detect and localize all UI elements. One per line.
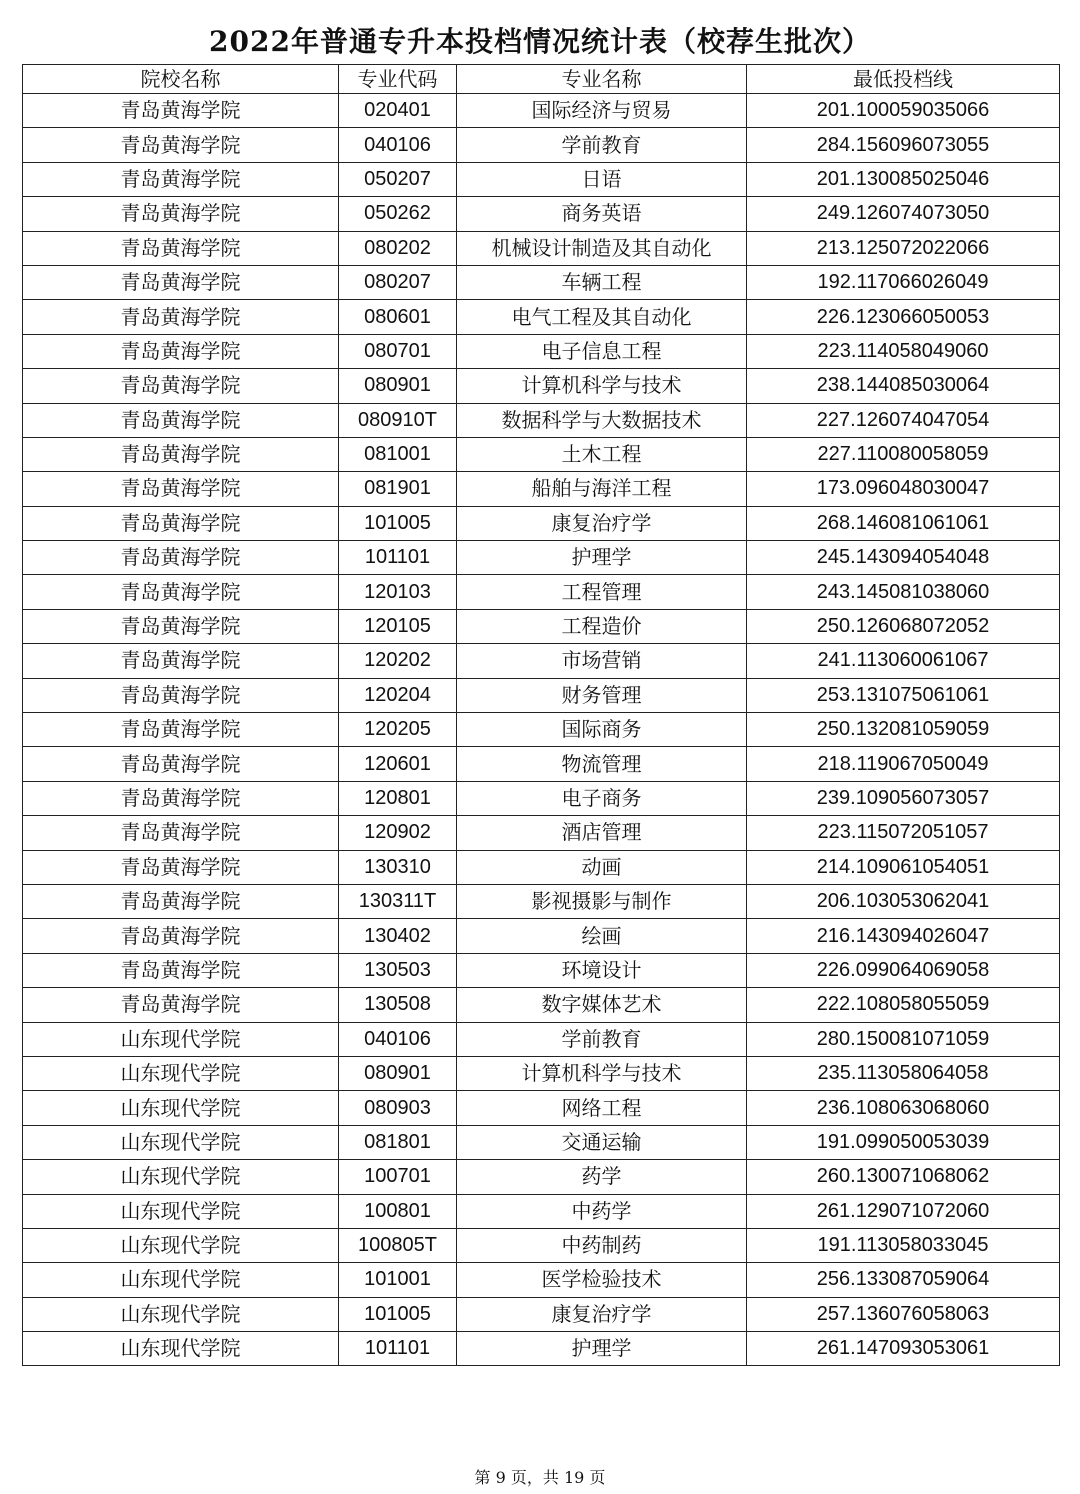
cell-school: 青岛黄海学院: [23, 678, 339, 712]
cell-code: 050207: [339, 162, 457, 196]
cell-min-score: 256.133087059064: [747, 1263, 1060, 1297]
cell-code: 080910T: [339, 403, 457, 437]
cell-major: 康复治疗学: [457, 506, 747, 540]
cell-code: 080701: [339, 334, 457, 368]
cell-major: 船舶与海洋工程: [457, 472, 747, 506]
cell-min-score: 227.110080058059: [747, 437, 1060, 471]
cell-school: 青岛黄海学院: [23, 575, 339, 609]
cell-major: 财务管理: [457, 678, 747, 712]
cell-major: 土木工程: [457, 437, 747, 471]
cell-min-score: 284.156096073055: [747, 128, 1060, 162]
cell-min-score: 173.096048030047: [747, 472, 1060, 506]
table-row: [23, 403, 1060, 437]
cell-major: 电气工程及其自动化: [457, 300, 747, 334]
cell-code: 081901: [339, 472, 457, 506]
cell-major: 日语: [457, 162, 747, 196]
cell-school: 青岛黄海学院: [23, 231, 339, 265]
cell-school: 青岛黄海学院: [23, 884, 339, 918]
cell-min-score: 218.119067050049: [747, 747, 1060, 781]
cell-code: 130310: [339, 850, 457, 884]
table-row: [23, 369, 1060, 403]
cell-school: 青岛黄海学院: [23, 713, 339, 747]
cell-min-score: 238.144085030064: [747, 369, 1060, 403]
cell-major: 医学检验技术: [457, 1263, 747, 1297]
cell-major: 动画: [457, 850, 747, 884]
cell-min-score: 222.108058055059: [747, 988, 1060, 1022]
cell-code: 130402: [339, 919, 457, 953]
cell-major: 商务英语: [457, 197, 747, 231]
cell-code: 100805T: [339, 1228, 457, 1262]
cell-school: 山东现代学院: [23, 1228, 339, 1262]
cell-min-score: 253.131075061061: [747, 678, 1060, 712]
cell-major: 中药制药: [457, 1228, 747, 1262]
cell-code: 100801: [339, 1194, 457, 1228]
header-school: 院校名称: [23, 65, 339, 94]
table-row: [23, 1056, 1060, 1090]
cell-min-score: 241.113060061067: [747, 644, 1060, 678]
cell-major: 工程管理: [457, 575, 747, 609]
cell-min-score: 250.132081059059: [747, 713, 1060, 747]
cell-school: 山东现代学院: [23, 1091, 339, 1125]
cell-major: 数字媒体艺术: [457, 988, 747, 1022]
cell-code: 120902: [339, 816, 457, 850]
cell-school: 山东现代学院: [23, 1056, 339, 1090]
table-row: [23, 1228, 1060, 1262]
cell-school: 青岛黄海学院: [23, 953, 339, 987]
cell-code: 040106: [339, 1022, 457, 1056]
table-header-row: [23, 65, 1060, 94]
table-row: [23, 506, 1060, 540]
table-row: [23, 1022, 1060, 1056]
page-title: 2022年普通专升本投档情况统计表（校荐生批次）: [209, 25, 871, 58]
cell-min-score: 191.113058033045: [747, 1228, 1060, 1262]
table-row: [23, 300, 1060, 334]
cell-major: 绘画: [457, 919, 747, 953]
table-row: [23, 231, 1060, 265]
cell-code: 080901: [339, 1056, 457, 1090]
cell-min-score: 268.146081061061: [747, 506, 1060, 540]
cell-min-score: 257.136076058063: [747, 1297, 1060, 1331]
cell-code: 101001: [339, 1263, 457, 1297]
cell-major: 环境设计: [457, 953, 747, 987]
table-row: [23, 713, 1060, 747]
table-row: [23, 1332, 1060, 1366]
cell-major: 护理学: [457, 541, 747, 575]
cell-major: 物流管理: [457, 747, 747, 781]
cell-min-score: 250.126068072052: [747, 609, 1060, 643]
cell-major: 康复治疗学: [457, 1297, 747, 1331]
cell-major: 中药学: [457, 1194, 747, 1228]
cell-min-score: 261.147093053061: [747, 1332, 1060, 1366]
cell-major: 交通运输: [457, 1125, 747, 1159]
cell-school: 青岛黄海学院: [23, 541, 339, 575]
cell-code: 080207: [339, 265, 457, 299]
cell-school: 山东现代学院: [23, 1263, 339, 1297]
cell-min-score: 235.113058064058: [747, 1056, 1060, 1090]
cell-code: 120204: [339, 678, 457, 712]
table-row: [23, 265, 1060, 299]
cell-min-score: 223.114058049060: [747, 334, 1060, 368]
cell-min-score: 214.109061054051: [747, 850, 1060, 884]
table-row: [23, 609, 1060, 643]
table-row: [23, 197, 1060, 231]
table-row: [23, 472, 1060, 506]
cell-code: 080601: [339, 300, 457, 334]
table-row: [23, 919, 1060, 953]
header-code: 专业代码: [339, 65, 457, 94]
cell-school: 青岛黄海学院: [23, 609, 339, 643]
cell-min-score: 280.150081071059: [747, 1022, 1060, 1056]
cell-code: 130503: [339, 953, 457, 987]
cell-major: 车辆工程: [457, 265, 747, 299]
cell-school: 青岛黄海学院: [23, 162, 339, 196]
cell-min-score: 227.126074047054: [747, 403, 1060, 437]
table-row: [23, 437, 1060, 471]
cell-major: 护理学: [457, 1332, 747, 1366]
table-row: [23, 988, 1060, 1022]
table-row: [23, 953, 1060, 987]
page-footer: 第 9 页，共 19 页: [474, 1468, 606, 1487]
table-row: [23, 128, 1060, 162]
cell-school: 青岛黄海学院: [23, 781, 339, 815]
cell-school: 青岛黄海学院: [23, 300, 339, 334]
cell-school: 山东现代学院: [23, 1022, 339, 1056]
cell-code: 080903: [339, 1091, 457, 1125]
table-row: [23, 94, 1060, 128]
cell-code: 130311T: [339, 884, 457, 918]
cell-school: 山东现代学院: [23, 1160, 339, 1194]
cell-code: 081001: [339, 437, 457, 471]
cell-code: 020401: [339, 94, 457, 128]
cell-major: 药学: [457, 1160, 747, 1194]
cell-code: 120601: [339, 747, 457, 781]
cell-code: 100701: [339, 1160, 457, 1194]
cell-min-score: 243.145081038060: [747, 575, 1060, 609]
cell-major: 计算机科学与技术: [457, 369, 747, 403]
cell-code: 120202: [339, 644, 457, 678]
cell-min-score: 239.109056073057: [747, 781, 1060, 815]
cell-major: 市场营销: [457, 644, 747, 678]
cell-school: 青岛黄海学院: [23, 437, 339, 471]
table-row: [23, 1160, 1060, 1194]
cell-school: 青岛黄海学院: [23, 334, 339, 368]
cell-code: 080901: [339, 369, 457, 403]
cell-major: 电子商务: [457, 781, 747, 815]
header-major: 专业名称: [457, 65, 747, 94]
cell-school: 青岛黄海学院: [23, 369, 339, 403]
cell-major: 国际商务: [457, 713, 747, 747]
cell-school: 山东现代学院: [23, 1332, 339, 1366]
cell-min-score: 192.117066026049: [747, 265, 1060, 299]
cell-school: 青岛黄海学院: [23, 988, 339, 1022]
cell-min-score: 236.108063068060: [747, 1091, 1060, 1125]
table-row: [23, 1263, 1060, 1297]
cell-major: 网络工程: [457, 1091, 747, 1125]
table-row: [23, 575, 1060, 609]
cell-school: 青岛黄海学院: [23, 850, 339, 884]
cell-min-score: 226.099064069058: [747, 953, 1060, 987]
cell-min-score: 201.100059035066: [747, 94, 1060, 128]
cell-min-score: 213.125072022066: [747, 231, 1060, 265]
table-row: [23, 1194, 1060, 1228]
cell-min-score: 245.143094054048: [747, 541, 1060, 575]
cell-school: 青岛黄海学院: [23, 506, 339, 540]
cell-school: 青岛黄海学院: [23, 816, 339, 850]
cell-min-score: 223.115072051057: [747, 816, 1060, 850]
cell-school: 山东现代学院: [23, 1125, 339, 1159]
cell-major: 国际经济与贸易: [457, 94, 747, 128]
cell-school: 青岛黄海学院: [23, 265, 339, 299]
cell-code: 120105: [339, 609, 457, 643]
table-row: [23, 1125, 1060, 1159]
table-row: [23, 678, 1060, 712]
admission-table: [22, 64, 1060, 1366]
cell-code: 130508: [339, 988, 457, 1022]
table-row: [23, 1297, 1060, 1331]
table-row: [23, 644, 1060, 678]
cell-school: 青岛黄海学院: [23, 128, 339, 162]
cell-code: 101005: [339, 506, 457, 540]
cell-school: 山东现代学院: [23, 1194, 339, 1228]
cell-major: 工程造价: [457, 609, 747, 643]
cell-school: 青岛黄海学院: [23, 472, 339, 506]
header-min-score: 最低投档线: [747, 65, 1060, 94]
cell-major: 数据科学与大数据技术: [457, 403, 747, 437]
cell-major: 酒店管理: [457, 816, 747, 850]
cell-min-score: 249.126074073050: [747, 197, 1060, 231]
table-row: [23, 1091, 1060, 1125]
table-row: [23, 334, 1060, 368]
cell-school: 青岛黄海学院: [23, 747, 339, 781]
cell-school: 青岛黄海学院: [23, 403, 339, 437]
cell-major: 计算机科学与技术: [457, 1056, 747, 1090]
cell-code: 050262: [339, 197, 457, 231]
cell-code: 080202: [339, 231, 457, 265]
table-row: [23, 162, 1060, 196]
cell-min-score: 201.130085025046: [747, 162, 1060, 196]
table-row: [23, 747, 1060, 781]
table-row: [23, 816, 1060, 850]
cell-major: 学前教育: [457, 128, 747, 162]
cell-min-score: 206.103053062041: [747, 884, 1060, 918]
cell-code: 120205: [339, 713, 457, 747]
table-row: [23, 884, 1060, 918]
cell-school: 青岛黄海学院: [23, 94, 339, 128]
cell-code: 040106: [339, 128, 457, 162]
table-body: [23, 94, 1060, 1366]
cell-code: 120103: [339, 575, 457, 609]
cell-major: 机械设计制造及其自动化: [457, 231, 747, 265]
cell-code: 101101: [339, 541, 457, 575]
cell-min-score: 191.099050053039: [747, 1125, 1060, 1159]
cell-code: 081801: [339, 1125, 457, 1159]
cell-major: 影视摄影与制作: [457, 884, 747, 918]
table-row: [23, 850, 1060, 884]
cell-school: 青岛黄海学院: [23, 644, 339, 678]
cell-code: 101005: [339, 1297, 457, 1331]
cell-school: 青岛黄海学院: [23, 197, 339, 231]
table-row: [23, 781, 1060, 815]
table-row: [23, 541, 1060, 575]
cell-code: 120801: [339, 781, 457, 815]
cell-code: 101101: [339, 1332, 457, 1366]
cell-major: 电子信息工程: [457, 334, 747, 368]
cell-min-score: 216.143094026047: [747, 919, 1060, 953]
cell-min-score: 260.130071068062: [747, 1160, 1060, 1194]
cell-min-score: 261.129071072060: [747, 1194, 1060, 1228]
cell-min-score: 226.123066050053: [747, 300, 1060, 334]
cell-school: 山东现代学院: [23, 1297, 339, 1331]
cell-school: 青岛黄海学院: [23, 919, 339, 953]
cell-major: 学前教育: [457, 1022, 747, 1056]
